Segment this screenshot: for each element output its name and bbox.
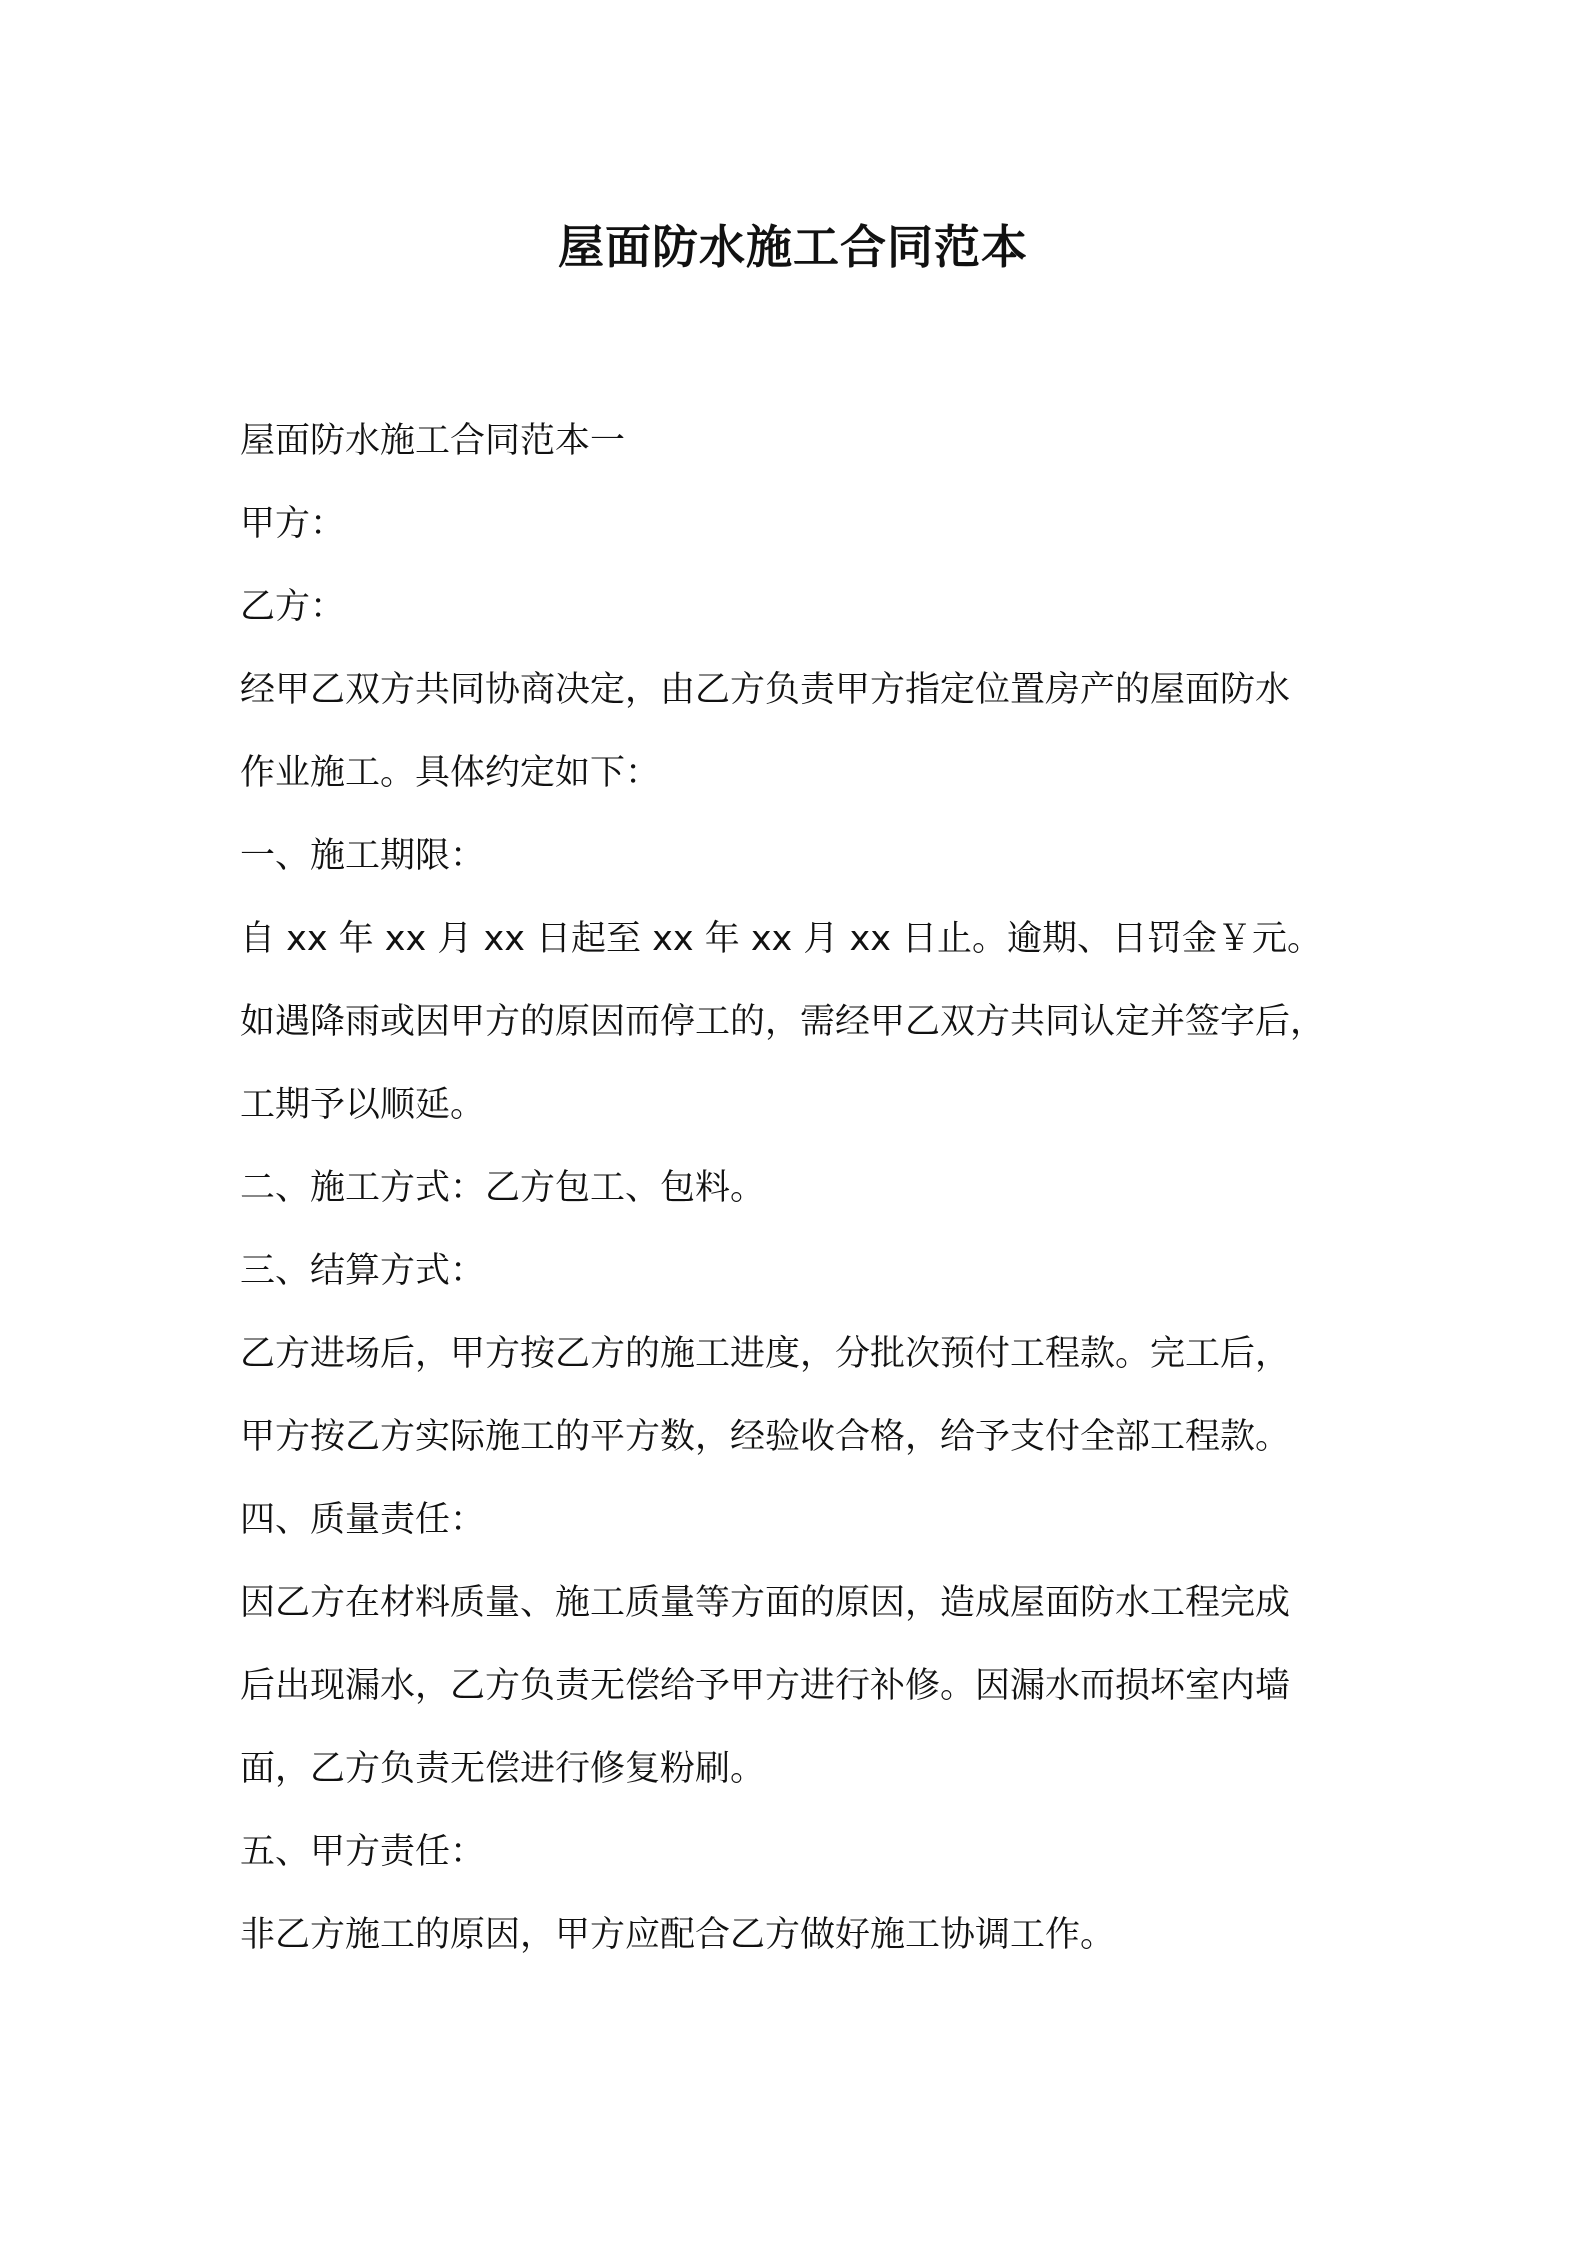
clause-heading-construction-period: 一、施工期限： (240, 836, 486, 876)
paragraph-line: 甲方按乙方实际施工的平方数，经验收合格，给予支付全部工程款。 (240, 1417, 1291, 1457)
paragraph-line: 作业施工。具体约定如下： (240, 753, 661, 793)
clause-heading-party-a-responsibility: 五、甲方责任： (240, 1832, 486, 1872)
party-b-line: 乙方： (240, 587, 346, 627)
section-heading-contract-one: 屋面防水施工合同范本一 (240, 421, 626, 461)
clause-heading-settlement-method: 三、结算方式： (240, 1251, 486, 1291)
paragraph-line: 经甲乙双方共同协商决定，由乙方负责甲方指定位置房产的屋面防水 (240, 670, 1291, 710)
paragraph-line: 工期予以顺延。 (240, 1085, 486, 1125)
clause-heading-quality-responsibility: 四、质量责任： (240, 1500, 486, 1540)
paragraph-line: 因乙方在材料质量、施工质量等方面的原因，造成屋面防水工程完成 (240, 1583, 1291, 1623)
party-a-line: 甲方： (240, 504, 346, 544)
paragraph-line: 后出现漏水，乙方负责无偿给予甲方进行补修。因漏水而损坏室内墙 (240, 1666, 1291, 1706)
paragraph-line: 自 xx 年 xx 月 xx 日起至 xx 年 xx 月 xx 日止。逾期、日罚金￥元。 (240, 919, 1323, 959)
paragraph-line: 乙方进场后，甲方按乙方的施工进度，分批次预付工程款。完工后， (240, 1334, 1291, 1374)
document-body (240, 400, 1390, 1977)
clause-heading-construction-method: 二、施工方式：乙方包工、包料。 (240, 1168, 766, 1208)
paragraph-line: 面，乙方负责无偿进行修复粉刷。 (240, 1749, 766, 1789)
document-title: 屋面防水施工合同范本 (558, 220, 1028, 274)
paragraph-line: 如遇降雨或因甲方的原因而停工的，需经甲乙双方共同认定并签字后， (240, 1002, 1326, 1042)
paragraph-line: 非乙方施工的原因，甲方应配合乙方做好施工协调工作。 (240, 1915, 1116, 1955)
